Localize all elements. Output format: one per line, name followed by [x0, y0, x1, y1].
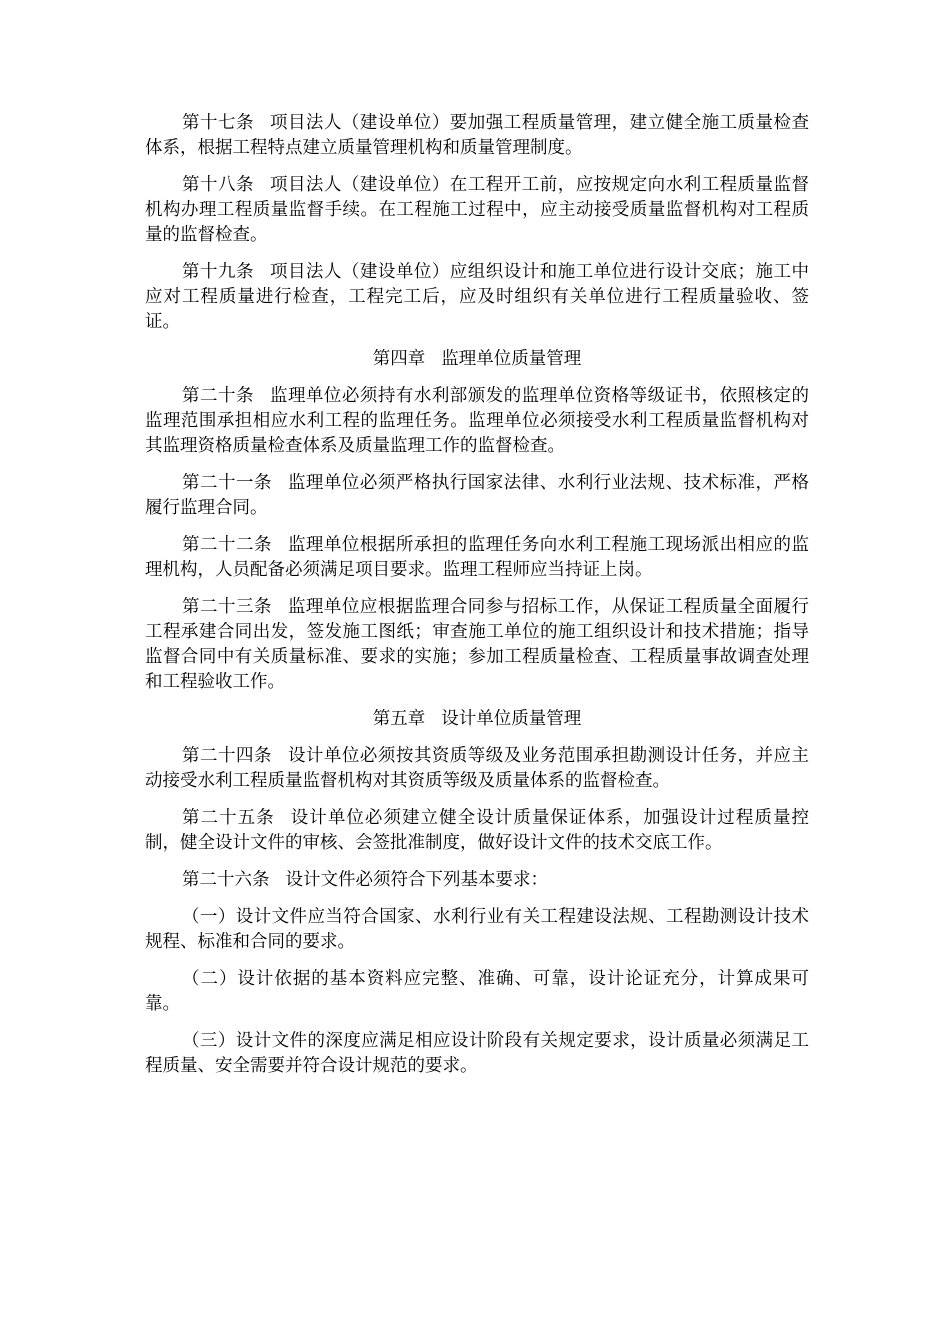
article-text: 设计单位必须按其资质等级及业务范围承担勘测设计任务，并应主动接受水利工程质量监督机构对其资质等级及质量体系的监督检查。 [145, 746, 810, 791]
article-text: 监理单位必须持有水利部颁发的监理单位资格等级证书，依照核定的监理范围承担相应水利工程的监理任务。监理单位必须接受水利工程质量监督机构对其监理资格质量检查体系及质量监理工作的监督检查。 [145, 386, 810, 456]
article-text: 监理单位根据所承担的监理任务向水利工程施工现场派出相应的监理机构，人员配备必须满足项目要求。监理工程师应当持证上岗。 [145, 535, 810, 580]
article-label: 第十九条 [182, 262, 254, 282]
article-23 [145, 595, 809, 695]
list-item-2: （二）设计依据的基本资料应完整、准确、可靠，设计论证充分，计算成果可靠。 [145, 969, 809, 1014]
article-22 [145, 533, 809, 583]
article-label: 第二十六条 [182, 870, 270, 890]
article-label: 第二十条 [182, 386, 254, 406]
article-text: 项目法人（建设单位）在工程开工前，应按规定向水利工程质量监督机构办理工程质量监督手续。在工程施工过程中，应主动接受质量监督机构对工程质量的监督检查。 [145, 175, 810, 245]
article-25 [145, 806, 809, 856]
chapter-title: 设计单位质量管理 [441, 709, 582, 729]
article-label: 第二十三条 [182, 597, 272, 617]
chapter-title: 监理单位质量管理 [441, 349, 582, 369]
article-label: 第二十一条 [182, 473, 272, 493]
article-text: 设计单位必须建立健全设计质量保证体系，加强设计过程质量控制，健全设计文件的审核、会签批准制度，做好设计文件的技术交底工作。 [145, 808, 809, 853]
article-text: 监理单位必须严格执行国家法律、水利行业法规、技术标准，严格履行监理合同。 [145, 473, 810, 518]
article-label: 第二十四条 [182, 746, 272, 766]
list-item-1: （一）设计文件应当符合国家、水利行业有关工程建设法规、工程勘测设计技术规程、标准和合同的要求。 [145, 907, 809, 952]
article-label: 第十七条 [182, 113, 254, 133]
chapter-5-heading [145, 707, 809, 732]
article-text: 项目法人（建设单位）应组织设计和施工单位进行设计交底；施工中应对工程质量进行检查，工程完工后，应及时组织有关单位进行工程质量验收、签证。 [145, 262, 810, 332]
article-26 [145, 868, 809, 893]
article-text: 监理单位应根据监理合同参与招标工作，从保证工程质量全面履行工程承建合同出发，签发施工图纸；审查施工单位的施工组织设计和技术措施；指导监督合同中有关质量标准、要求的实施；参加工程质量检查、工程质量事故调查处理和工程验收工作。 [145, 597, 810, 692]
list-item-3: （三）设计文件的深度应满足相应设计阶段有关规定要求，设计质量必须满足工程质量、安全需要并符合设计规范的要求。 [145, 1031, 809, 1076]
article-label: 第十八条 [182, 175, 254, 195]
chapter-number: 第四章 [372, 349, 426, 369]
chapter-4-heading [145, 347, 809, 372]
article-label: 第二十五条 [182, 808, 275, 828]
article-text: 设计文件必须符合下列基本要求： [285, 870, 548, 890]
chapter-number: 第五章 [372, 709, 426, 729]
document-page [145, 111, 809, 1091]
article-20 [145, 384, 809, 459]
article-17 [145, 111, 809, 161]
article-24 [145, 744, 809, 794]
article-text: 项目法人（建设单位）要加强工程质量管理，建立健全施工质量检查体系，根据工程特点建立质量管理机构和质量管理制度。 [145, 113, 810, 158]
article-label: 第二十二条 [182, 535, 272, 555]
article-21 [145, 471, 809, 521]
article-19 [145, 260, 809, 335]
article-18 [145, 173, 809, 248]
